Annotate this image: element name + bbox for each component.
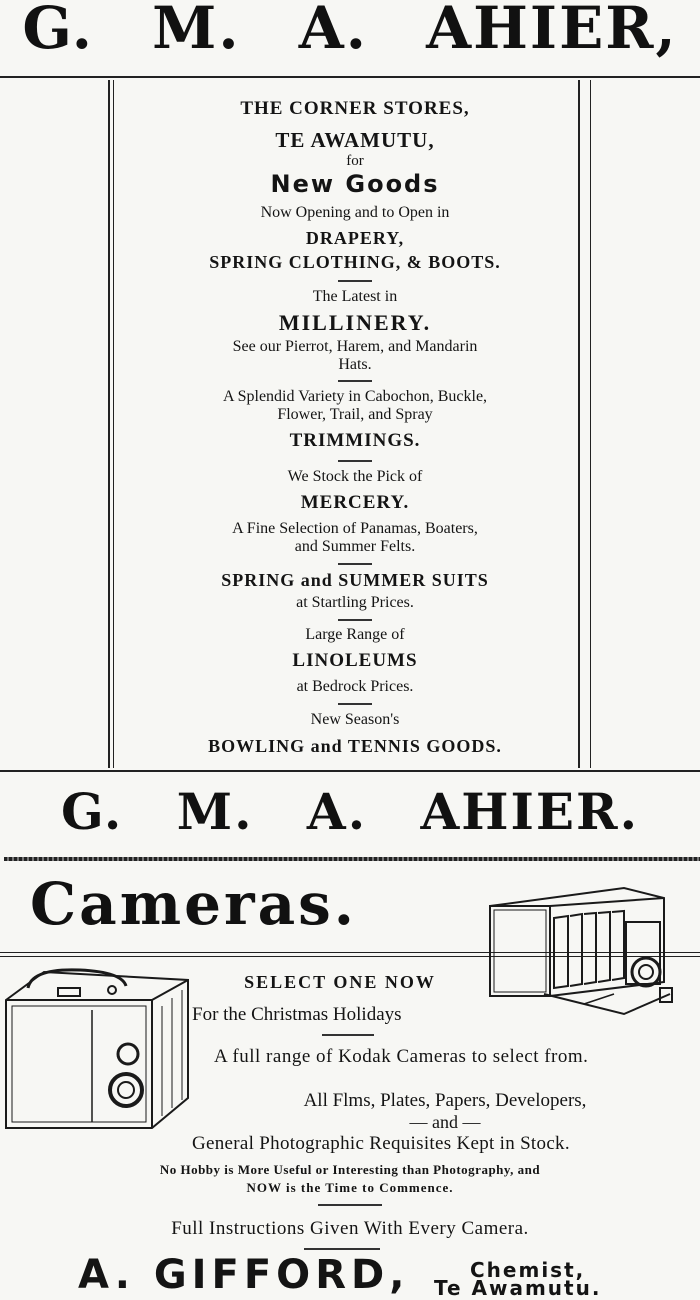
camera-body-left bbox=[490, 906, 550, 996]
and-separator: — and — bbox=[409, 1112, 481, 1132]
hats-text-2: Hats. bbox=[338, 356, 372, 373]
store-name: THE CORNER STORES, bbox=[240, 98, 470, 119]
ad-bottom-rule bbox=[0, 770, 700, 772]
camera-lens bbox=[632, 958, 660, 986]
cameras-title: Cameras. bbox=[30, 870, 357, 938]
new-goods-heading: New Goods bbox=[270, 170, 440, 198]
divider bbox=[338, 563, 372, 565]
bowling-tennis-heading: BOWLING and TENNIS GOODS. bbox=[208, 736, 502, 756]
for-text: for bbox=[346, 153, 364, 169]
chemist-label: Chemist, bbox=[470, 1258, 586, 1282]
suits-prices-text: at Startling Prices. bbox=[296, 594, 414, 611]
divider bbox=[338, 280, 372, 282]
store-ad-body bbox=[110, 0, 600, 780]
instructions-line: Full Instructions Given With Every Camera. bbox=[171, 1218, 529, 1239]
mercery-heading: MERCERY. bbox=[300, 492, 410, 513]
box-camera-illustration bbox=[2, 966, 192, 1131]
divider bbox=[338, 380, 372, 382]
hobby-line-1: No Hobby is More Useful or Interesting than Photography, and bbox=[159, 1162, 541, 1177]
divider bbox=[338, 703, 372, 705]
suits-heading: SPRING and SUMMER SUITS bbox=[221, 570, 489, 590]
variety-text-1: A Splendid Variety in Cabochon, Buckle, bbox=[222, 388, 488, 405]
drapery-heading: DRAPERY, bbox=[305, 228, 405, 248]
now-opening-text: Now Opening and to Open in bbox=[260, 204, 450, 221]
seller-name: A. GIFFORD, bbox=[78, 1252, 410, 1298]
select-one-now: SELECT ONE NOW bbox=[244, 972, 436, 992]
new-season-text: New Season's bbox=[310, 711, 400, 728]
millinery-heading: MILLINERY. bbox=[278, 310, 432, 335]
ornamental-rule bbox=[4, 857, 700, 861]
divider bbox=[338, 460, 372, 462]
hobby-line-2: NOW is the Time to Commence. bbox=[246, 1180, 454, 1195]
divider bbox=[318, 1204, 382, 1206]
store-town: TE AWAMUTU, bbox=[275, 128, 435, 152]
variety-text-2: Flower, Trail, and Spray bbox=[277, 406, 433, 423]
panamas-text-1: A Fine Selection of Panamas, Boaters, bbox=[232, 520, 478, 537]
photographic-requisites: General Photographic Requisites Kept in Stock. bbox=[192, 1133, 570, 1154]
trimmings-heading: TRIMMINGS. bbox=[289, 430, 421, 451]
camera-viewfinder bbox=[118, 1044, 138, 1064]
panamas-text-2: and Summer Felts. bbox=[294, 538, 416, 555]
bedrock-text: at Bedrock Prices. bbox=[296, 678, 414, 695]
kodak-range: A full range of Kodak Cameras to select from. bbox=[214, 1046, 589, 1067]
range-text: Large Range of bbox=[305, 626, 405, 643]
hats-text-1: See our Pierrot, Harem, and Mandarin bbox=[232, 338, 478, 355]
divider bbox=[338, 619, 372, 621]
latest-text: The Latest in bbox=[312, 288, 398, 305]
camera-lens bbox=[110, 1074, 142, 1106]
folding-camera-illustration bbox=[484, 882, 684, 1022]
christmas-holidays: For the Christmas Holidays bbox=[192, 1004, 402, 1025]
town-label: Te Awamutu. bbox=[434, 1276, 602, 1300]
stock-text: We Stock the Pick of bbox=[287, 468, 423, 485]
linoleums-heading: LINOLEUMS bbox=[292, 650, 418, 671]
divider bbox=[304, 1248, 380, 1250]
films-plates: All Flms, Plates, Papers, Developers, bbox=[303, 1090, 587, 1111]
store-footer: G. M. A. AHIER. bbox=[61, 782, 639, 841]
divider bbox=[322, 1034, 374, 1036]
spring-clothing-heading: SPRING CLOTHING, & BOOTS. bbox=[209, 252, 501, 272]
store-header: G. M. A. AHIER, bbox=[22, 0, 678, 62]
